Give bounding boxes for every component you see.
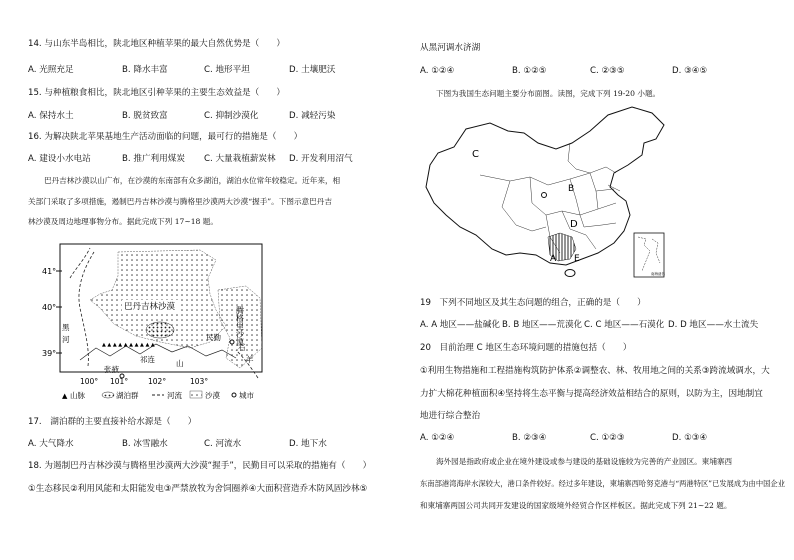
q19-option-b[interactable]: B. B 地区——荒漠化 (502, 320, 583, 330)
lon-101: 101° (110, 377, 129, 386)
q15-option-a[interactable]: A. 保持水土 (28, 111, 74, 121)
q16-option-b[interactable]: B. 推广利用煤炭 (122, 154, 185, 164)
passage2-line-2: 东南部港湾海岸水深较大，港口条件较好。经过多年建设，柬埔寨西哈努克港与“两港特区”已发展成为由中国企业 (420, 479, 786, 488)
q20-line-1: ①利用生物措施和工程措施构筑防护体系②调整农、林、牧用地之间的关系③跨流域调水，大 (420, 366, 770, 376)
lon-100: 100° (80, 377, 99, 386)
hei-river-branch (70, 248, 90, 278)
q19-option-d[interactable]: D. D 地区——水土流失 (668, 320, 759, 330)
q18-option-a[interactable]: A. ①②④ (420, 66, 455, 76)
q14-stem: 14. 与山东半岛相比，陕北地区种植苹果的最大自然优势是（ ） (28, 39, 286, 49)
zhangye-label: 张掖 (104, 365, 119, 374)
q15-option-b[interactable]: B. 脱贫致富 (122, 111, 168, 121)
q20-stem: 20 目前治理 C 地区生态环境问题的措施包括（ ） (420, 343, 632, 353)
passage-line-3: 林沙漠及周边地理事物分布。据此完成下列 17~18 题。 (28, 217, 218, 226)
q20-option-d[interactable]: D. ①③④ (672, 433, 708, 443)
q15-option-c[interactable]: C. 抑制沙漠化 (204, 111, 259, 121)
svg-text:▲ ▲ ▲ ▲ ▲ ▲ ▲ ▲ ▲ ▲: ▲ ▲ ▲ ▲ ▲ ▲ ▲ ▲ ▲ ▲ (102, 342, 155, 348)
qilian-label: 祁连 (140, 355, 155, 364)
lat-40: 40° (42, 303, 57, 312)
q18-option-d[interactable]: D. ③④⑤ (672, 66, 708, 76)
q17-option-b[interactable]: B. 冰雪融水 (122, 439, 168, 449)
q14-option-d[interactable]: D. 土壤肥沃 (289, 65, 336, 75)
q19-stem: 19 下列不同地区及其生态问题的组合，正确的是（ ） (420, 298, 646, 308)
q20-line-3: 地进行综合整治 (420, 411, 481, 421)
desert-label: 巴丹吉林沙漠 (124, 302, 176, 312)
map-intro: 下图为我国生态问题主要分布面图。读图，完成下列 19-20 小题。 (436, 89, 661, 98)
passage2-line-1: 海外园是指政府或企业在境外建设或参与建设的基础设施较为完善的产业园区。柬埔寨西 (436, 457, 733, 466)
q17-option-d[interactable]: D. 地下水 (289, 439, 327, 449)
q16-option-d[interactable]: D. 开发利用沼气 (289, 154, 353, 164)
tengger-label-1: 腾格里沙漠 (235, 306, 245, 346)
q18-stem: 18. 为遏制巴丹吉林沙漠与腾格里沙漠两大沙漠“握手”，民勤目可以采取的措施有（ ） (28, 461, 372, 471)
lat-39: 39° (42, 349, 57, 358)
q17-option-c[interactable]: C. 河流水 (204, 439, 242, 449)
q16-option-c[interactable]: C. 大量栽植薪炭林 (204, 154, 276, 164)
shan-label: 山 (176, 359, 184, 368)
q17-option-a[interactable]: A. 大气降水 (28, 439, 74, 449)
label-a: A (550, 254, 557, 264)
legend-river: 河流 (167, 391, 182, 400)
q18-continued: 从黑河调水济湖 (420, 43, 481, 53)
q18-option-b[interactable]: B. ①②⑤ (512, 66, 547, 76)
q18-line2: ①生态移民②利用风能和太阳能发电③严禁放牧为舍饲圈养④大面积营造乔木防风固沙林⑤ (28, 484, 368, 494)
q14-option-a[interactable]: A. 光照充足 (28, 65, 74, 75)
china-eco-map (420, 103, 690, 281)
south-sea-inset (634, 233, 664, 277)
hei-label: 黑 (62, 323, 70, 332)
q15-stem: 15. 与种植粮食相比，陕北地区引种苹果的主要生态效益是（ ） (28, 88, 286, 98)
lon-102: 102° (148, 377, 167, 386)
label-e: E (574, 254, 580, 264)
legend-lake: 湖泊群 (116, 391, 139, 400)
yang-label: 羊 (246, 355, 254, 364)
q16-stem: 16. 为解决陕北苹果基地生产活动面临的问题，最可行的措施是（ ） (28, 132, 303, 142)
q20-option-c[interactable]: C. ①②③ (590, 433, 625, 443)
legend-desert: 沙漠 (205, 391, 220, 400)
lake-cluster (146, 322, 174, 338)
china-outline (426, 107, 664, 265)
legend-city: 城市 (239, 391, 254, 400)
q18-option-c[interactable]: C. ②③⑤ (590, 66, 625, 76)
hei-river (79, 252, 94, 366)
q15-option-d[interactable]: D. 减轻污染 (289, 111, 336, 121)
legend-mountain: 山脉 (70, 391, 85, 400)
svg-text:▲: ▲ (62, 392, 68, 400)
minqin-city (230, 340, 234, 344)
q20-option-a[interactable]: A. ①②④ (420, 433, 455, 443)
q20-line-2: 力扩大棉花种植面积④坚持将生态平衡与提高经济效益相结合的原则，以防为主，因地制宜 (420, 389, 763, 399)
label-c: C (472, 149, 479, 160)
q17-stem: 17. 湖泊群的主要直接补给水源是（ ） (28, 417, 197, 427)
south-sea-label: 南海诸岛 (651, 272, 665, 276)
label-b: B (568, 184, 575, 194)
he-label: 河 (62, 335, 70, 344)
q16-option-a[interactable]: A. 建设小水电站 (28, 154, 91, 164)
q20-option-b[interactable]: B. ②③④ (512, 433, 547, 443)
q14-option-c[interactable]: C. 地形平坦 (204, 65, 250, 75)
q19-option-a[interactable]: A. A 地区——盐碱化 (420, 320, 500, 330)
q19-option-c[interactable]: C. C 地区——石漠化 (584, 320, 665, 330)
passage2-line-3: 和柬埔寨两国公司共同开发建设的国家级境外经贸合作区样板区。据此完成下列 21~22 题。 (420, 501, 732, 510)
hainan-island (565, 270, 575, 277)
label-d: D (570, 219, 578, 230)
q14-option-b[interactable]: B. 降水丰富 (122, 65, 168, 75)
lon-103: 103° (190, 377, 209, 386)
badain-jaran-map (40, 238, 310, 406)
minqin-label: 民勤 (206, 333, 221, 342)
shi-label: 石 (238, 343, 246, 352)
lat-41: 41° (42, 267, 57, 276)
passage-line-2: 关部门采取了多项措施，遏制巴丹吉林沙漠与腾格里沙漠两大沙漠“握手”。下图示意巴丹吉 (28, 197, 332, 206)
passage-line-1: 巴丹吉林沙漠以山广布，在沙漠的东南部有众多湖泊，湖泊水位常年较稳定。近年来，相 (44, 176, 341, 185)
